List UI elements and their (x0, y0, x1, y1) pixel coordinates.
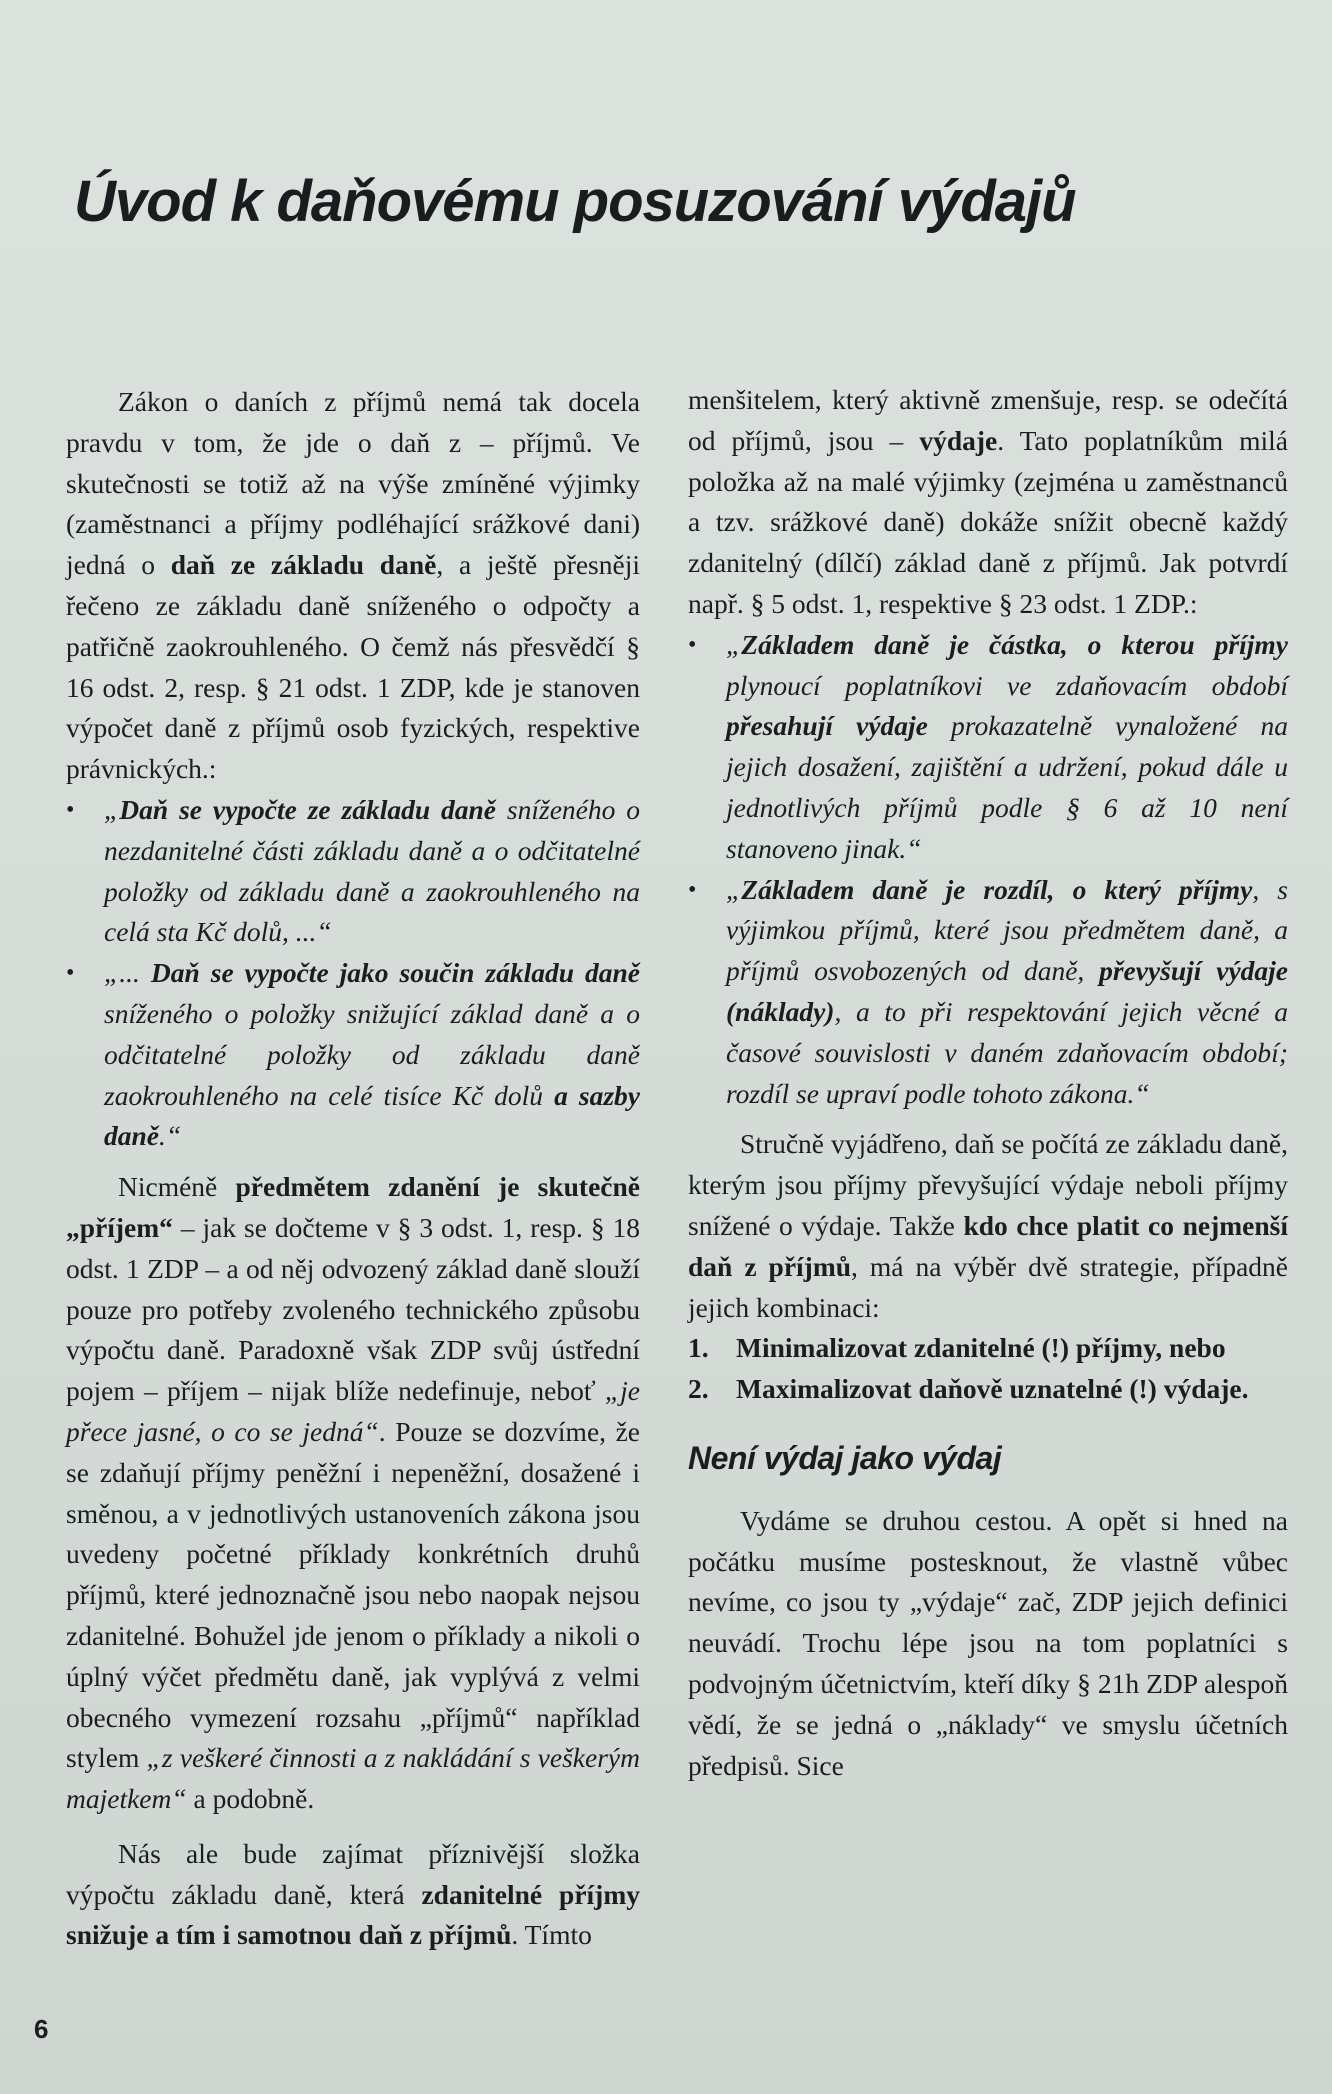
bold-text-run: Daň se vypočte jako součin základu daně (150, 957, 640, 989)
section-heading: Není výdaj jako výdaj (688, 1439, 1002, 1476)
text-run: Vydáme se druhou cestou. A opět si hned na počátku musíme postesknout, že vlastně vůbec nevíme, co jsou ty „výdaje“ zač, ZDP jejich definici neuvádí. Trochu lépe jsou na tom poplatníci s podvojným účetnictvím, kteří díky § 21h ZDP alespoň vědí, že se jedná o „náklady“ ve smyslu účetních předpisů. Sice (688, 1504, 1288, 1781)
text-run: „ (726, 873, 742, 905)
text-run: a podobně. (186, 1783, 315, 1815)
page-title: Úvod k daňovému posuzování výdajů (74, 169, 1076, 234)
text-run: „ (104, 793, 120, 825)
bold-text-run: Základem daně je částka, o kterou příjmy (741, 628, 1288, 660)
text-run: plynoucí poplatníkovi ve zdaňovacím období (726, 669, 1288, 701)
bold-text-run: kdo chce platit co nejmenší daň z příjmů (688, 1209, 1288, 1282)
item-text: Maximalizovat daňově uznatelné (!) výdaje. (736, 1373, 1249, 1405)
text-run: Nicméně (118, 1171, 236, 1203)
bold-text-run: předmětem zdanění je skutečně „příjem“ (66, 1171, 640, 1243)
left-column (66, 382, 640, 1956)
text-run: „ (726, 628, 742, 660)
text-run: , a to při respektování jejich věcné a časové souvislosti v daném zdaňovacím období; rozdíl se upraví podle tohoto zákona.“ (726, 995, 1288, 1109)
text-run: „... (104, 957, 151, 989)
text-run: prokazatelně vynaložené na jejich dosažení, zajištění a udržení, pokud dále u jednotlivých příjmů podle § 6 až 10 není stanoveno jinak.“ (726, 710, 1288, 864)
bold-text-run: převyšují výdaje (náklady) (726, 955, 1288, 1027)
bold-text-run: a sazby daně (104, 1079, 640, 1152)
bold-text-run: přesahují výdaje (726, 710, 928, 742)
right-column (688, 380, 1288, 1786)
paragraph-menšitel (688, 380, 1288, 625)
text-run: – jak se dočteme v § 3 odst. 1, resp. § 18 odst. 1 ZDP – a od něj odvozený základ daně slouží pouze pro potřeby zvoleného technického způsobu výpočtu daně. Paradoxně však ZDP svůj ústřední pojem – příjem – nijak blíže nedefinuje, neboť (66, 1211, 640, 1407)
bold-text-run: Daň se vypočte ze základu daně (119, 793, 497, 825)
text-run: . Pouze se dozvíme, že se zdaňují příjmy peněžní i nepeněžní, dosažené i směnou, a v jednotlivých ustanoveních zákona jsou uvedeny početné příklady konkrétních druhů příjmů, které jednoznačně jsou nebo naopak nejsou zdanitelné. Bohužel jde jenom o příklady a nikoli o úplný výčet předmětu daně, jak vyplývá z velmi obecného vymezení rozsahu „příjmů“ například stylem (66, 1415, 641, 1774)
text-run: Zákon o daních z příjmů nemá tak docela pravdu v tom, že jde o daň z – příjmů. Ve skutečnosti se totiž až na výše zmíněné výjimky (zaměstnanci a příjmy podléhající srážkové dani) jedná o (66, 386, 640, 581)
quote-bullet-1 (66, 790, 640, 953)
quote-bullet-2 (66, 953, 640, 1157)
bold-text-run: zdanitelné příjmy snižuje a tím i samotnou daň z příjmů (66, 1878, 640, 1951)
paragraph-predmet (66, 1167, 640, 1820)
text-run: menšitelem, který aktivně zmenšuje, resp. se odečítá od příjmů, jsou – (688, 384, 1288, 456)
bold-text-run: Základem daně je rozdíl, o který příjmy (741, 873, 1253, 905)
text-run: , má na výběr dvě strategie, případně jejich kombinaci: (688, 1250, 1289, 1323)
text-run: .“ (159, 1120, 182, 1152)
text-run: . Tímto (511, 1919, 592, 1951)
text-run: sníženého o položky snižující základ daně a o odčitatelné položky od základu daně zaokrouhleného na celé tisíce Kč dolů (104, 997, 640, 1111)
item-number: 1. (688, 1332, 709, 1364)
bold-text-run: daň ze základu daně (170, 549, 437, 581)
text-run: . Tato poplatníkům milá položka až na malé výjimky (zejména u zaměstnanců a tzv. srážkové daně) dokáže snížit obecně každý zdanitelný (dílčí) základ daně z příjmů. Jak potvrdí např. § 5 odst. 1, respektive § 23 odst. 1 ZDP.: (688, 424, 1289, 619)
text-run: sníženého o nezdanitelné části základu daně a o odčitatelné položky od základu daně a zaokrouhleného na celá sta Kč dolů, ...“ (104, 793, 640, 948)
paragraph-intro (66, 382, 640, 790)
item-text: Minimalizovat zdanitelné (!) příjmy, nebo (736, 1332, 1226, 1364)
text-run: Nás ale bude zajímat příznivější složka výpočtu základu daně, která (66, 1837, 640, 1910)
text-run: Stručně vyjádřeno, daň se počítá ze základu daně, kterým jsou příjmy převyšující výdaje neboli příjmy snížené o výdaje. Takže (688, 1128, 1288, 1241)
numbered-item-2 (688, 1369, 1288, 1410)
numbered-item-1 (688, 1328, 1288, 1369)
quote-bullet-3 (688, 625, 1288, 870)
page-number: 6 (34, 2014, 49, 2044)
bold-text-run: výdaje (919, 424, 998, 456)
italic-text-run: „je přece jasné, o co se jedná“ (66, 1375, 640, 1447)
item-number: 2. (688, 1373, 709, 1405)
italic-text-run: „z veškeré činnosti a z nakládání s veškerým majetkem“ (66, 1742, 640, 1815)
quote-bullet-4 (688, 870, 1288, 1115)
text-run: , s výjimkou příjmů, které jsou předmětem daně, a příjmů osvobozených od daně, (726, 873, 1289, 987)
text-run: , a ještě přesněji řečeno ze základu daně sníženého o odpočty a patřičně zaokrouhleného. O čemž nás přesvědčí § 16 odst. 2, resp. § 21 odst. 1 ZDP, kde je stanoven výpočet daně z příjmů osob fyzických, respektive právnických.: (66, 549, 640, 785)
paragraph-strategie (688, 1124, 1288, 1328)
paragraph-slozka (66, 1834, 640, 1956)
paragraph-vydame (688, 1501, 1288, 1787)
